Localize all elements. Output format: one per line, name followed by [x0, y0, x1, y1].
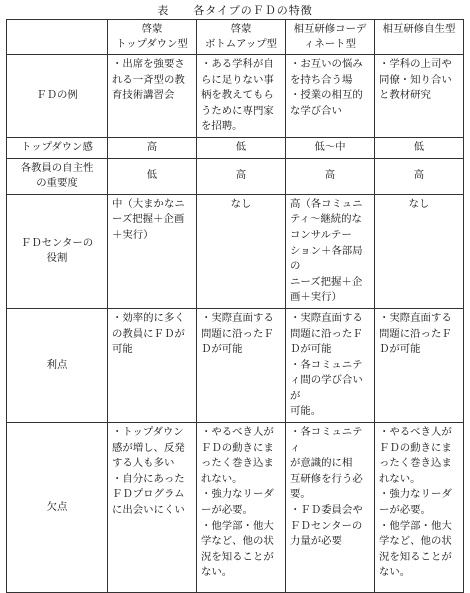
cell-line: 況を知ることが — [379, 550, 452, 563]
cell-line: ・ある学科が自 — [201, 58, 274, 70]
table-cell — [286, 137, 375, 158]
table-row — [7, 308, 464, 422]
column-header-line: ボトムアップ型 — [204, 38, 277, 50]
row-label — [7, 158, 108, 194]
row-label — [7, 308, 108, 422]
cell-line: 画＋実行） — [290, 291, 342, 304]
column-header — [108, 20, 197, 55]
cell-line: ＦＤの動きにま — [379, 441, 452, 454]
table-row — [7, 194, 464, 308]
column-header-line: 啓蒙 — [141, 23, 163, 35]
table-cell — [375, 194, 464, 308]
row-label — [7, 55, 108, 138]
cell-line: ・学科の上司や — [379, 58, 452, 70]
cell-line: れる一斉型の教 — [112, 73, 185, 86]
table-row — [7, 423, 464, 593]
cell-line: ティ～継続的な — [290, 213, 362, 226]
table-cell — [197, 308, 286, 422]
column-header-line: 相互研修コーデ — [293, 23, 367, 35]
cell-line: ーが必要。 — [201, 504, 253, 517]
cell-line: ・実際直面する — [201, 311, 274, 324]
cell-line: 低 — [413, 140, 425, 153]
cell-line: 互研修を行う必 — [290, 472, 363, 485]
cell-line: らに足りない事 — [201, 73, 274, 86]
cell-line: 中（大まかなニ — [112, 197, 185, 210]
cell-line: ・やるべき人が — [201, 426, 274, 439]
cell-line: ＦＤプログラム — [112, 488, 185, 501]
table-cell — [286, 158, 375, 194]
row-label-line: 各教員の自主性 — [20, 161, 94, 174]
cell-line: ったく巻き込ま — [379, 457, 452, 470]
table-cell — [108, 55, 197, 138]
table-row — [7, 137, 464, 158]
table-cell — [108, 158, 197, 194]
table-row — [7, 55, 464, 138]
table-cell — [286, 55, 375, 138]
cell-line: ない。 — [379, 566, 411, 579]
cell-line: を持ち合う場 — [290, 73, 353, 86]
row-label-line: 欠点 — [46, 500, 68, 513]
table-cell — [108, 423, 197, 593]
cell-line: れない。 — [201, 472, 243, 485]
cell-line: コンサルテー — [290, 228, 352, 241]
cell-line: 高 — [235, 169, 247, 182]
row-label — [7, 423, 108, 593]
column-header — [286, 20, 375, 55]
cell-line: 低～中 — [314, 140, 346, 153]
column-header — [197, 20, 286, 55]
row-label — [7, 137, 108, 158]
table-cell — [375, 55, 464, 138]
table-cell — [197, 137, 286, 158]
cell-line: ・自分にあった — [112, 472, 185, 485]
cell-line: ・出席を強要さ — [112, 58, 185, 70]
cell-line: ・強力なリーダ — [379, 488, 452, 501]
cell-line: ない。 — [201, 566, 233, 579]
table-cell — [197, 194, 286, 308]
row-label-line: 利点 — [46, 358, 68, 371]
cell-line: 可能。 — [290, 405, 322, 418]
cell-line: ・実際直面する — [379, 311, 452, 324]
cell-line: ーが必要。 — [379, 504, 431, 517]
cell-line: 問題に沿ったＦ — [290, 327, 363, 340]
cell-line: 低 — [146, 169, 158, 182]
cell-line: 況を知ることが — [201, 550, 274, 563]
cell-line: ーズ把握＋企画 — [112, 213, 185, 226]
table-cell — [197, 55, 286, 138]
cell-line: Ｄが可能 — [290, 343, 332, 356]
cell-line: が意識的に相 — [290, 457, 353, 470]
column-header-line: トップダウン型 — [116, 38, 188, 50]
cell-line: ・他学部・他大 — [201, 519, 274, 532]
cell-line: なし — [408, 197, 430, 210]
table-cell — [375, 308, 464, 422]
cell-line: ったく巻き込ま — [201, 457, 274, 470]
cell-line: ・トップダウン — [112, 426, 184, 439]
cell-line: ・効率的に多く — [112, 311, 185, 324]
table-caption: 表 各タイプのＦＤの特徴 — [157, 4, 313, 17]
cell-line: 高 — [324, 169, 336, 182]
cell-line: 育技術講習会 — [112, 89, 175, 102]
table-row — [7, 158, 464, 194]
row-label-line: ＦＤの例 — [36, 89, 78, 102]
cell-line: 力量が必要 — [290, 535, 342, 548]
cell-line: の教員にＦＤが — [112, 327, 185, 340]
cell-line: ・お互いの悩み — [290, 58, 363, 70]
cell-line: 可能 — [112, 343, 133, 356]
table-cell — [286, 423, 375, 593]
table-cell — [286, 194, 375, 308]
table-cell — [375, 137, 464, 158]
header-corner-cell — [7, 20, 108, 55]
table-cell — [197, 158, 286, 194]
table-cell — [108, 308, 197, 422]
cell-line: 問題に沿ったＦ — [379, 327, 452, 340]
cell-line: 同僚・知り合い — [379, 73, 452, 86]
cell-line: うために専門家 — [201, 104, 274, 117]
table-cell — [108, 194, 197, 308]
cell-line: 学など、他の状 — [379, 535, 452, 548]
cell-line: 高 — [413, 169, 425, 182]
cell-line: ・強力なリーダ — [201, 488, 274, 501]
cell-line: Ｄが可能 — [379, 343, 421, 356]
column-header-line: ィネート型 — [304, 38, 356, 50]
table-cell — [375, 158, 464, 194]
column-header-line: 啓蒙 — [230, 23, 252, 35]
cell-line: ＦＤセンターの — [290, 519, 363, 532]
cell-line: と教材研究 — [379, 89, 431, 102]
cell-line: れない。 — [379, 472, 421, 485]
cell-line: ・各コミュニテ — [290, 358, 363, 371]
cell-line: ＋実行） — [112, 228, 154, 241]
cell-line: な学び合い — [290, 104, 342, 117]
row-label-line: ＦＤセンターの — [20, 236, 94, 249]
cell-line: なし — [230, 197, 252, 210]
cell-line: に出会いにくい — [112, 504, 185, 517]
cell-line: 学など、他の状 — [201, 535, 274, 548]
cell-line: ・やるべき人が — [379, 426, 452, 439]
cell-line: ・授業の相互的 — [290, 89, 363, 102]
cell-line: 問題に沿ったＦ — [201, 327, 274, 340]
cell-line: ィ間の学び合いが — [290, 374, 363, 402]
cell-line: ニーズ把握＋企 — [290, 275, 363, 288]
table-cell — [375, 423, 464, 593]
cell-line: 高（各コミュニ — [290, 197, 363, 210]
row-label-line: 役割 — [46, 252, 68, 265]
cell-line: 低 — [235, 140, 247, 153]
column-header-line: 相互研修自生型 — [382, 23, 456, 35]
cell-line: 高 — [146, 140, 158, 153]
table-cell — [197, 423, 286, 593]
cell-line: 感が増し、反発 — [112, 441, 185, 454]
cell-line: する人も多い — [112, 457, 175, 470]
column-header — [375, 20, 464, 55]
cell-line: ・他学部・他大 — [379, 519, 452, 532]
cell-line: ・各コミュニティ — [290, 426, 363, 454]
cell-line: ＦＤの動きにま — [201, 441, 274, 454]
row-label-line: トップダウン感 — [21, 140, 93, 153]
table-cell — [286, 308, 375, 422]
row-label-line: の重要度 — [36, 177, 78, 190]
table-cell — [108, 137, 197, 158]
cell-line: Ｄが可能 — [201, 343, 243, 356]
cell-line: を招聘。 — [201, 120, 243, 133]
header-row — [7, 20, 464, 55]
fd-feature-table — [6, 19, 464, 593]
cell-line: ・ＦＤ委員会や — [290, 504, 363, 517]
cell-line: 要。 — [290, 488, 311, 501]
row-label — [7, 194, 108, 308]
cell-line: 柄を教えてもら — [201, 89, 274, 102]
cell-line: ・実際直面する — [290, 311, 363, 324]
cell-line: ション＋各部局の — [290, 244, 363, 273]
